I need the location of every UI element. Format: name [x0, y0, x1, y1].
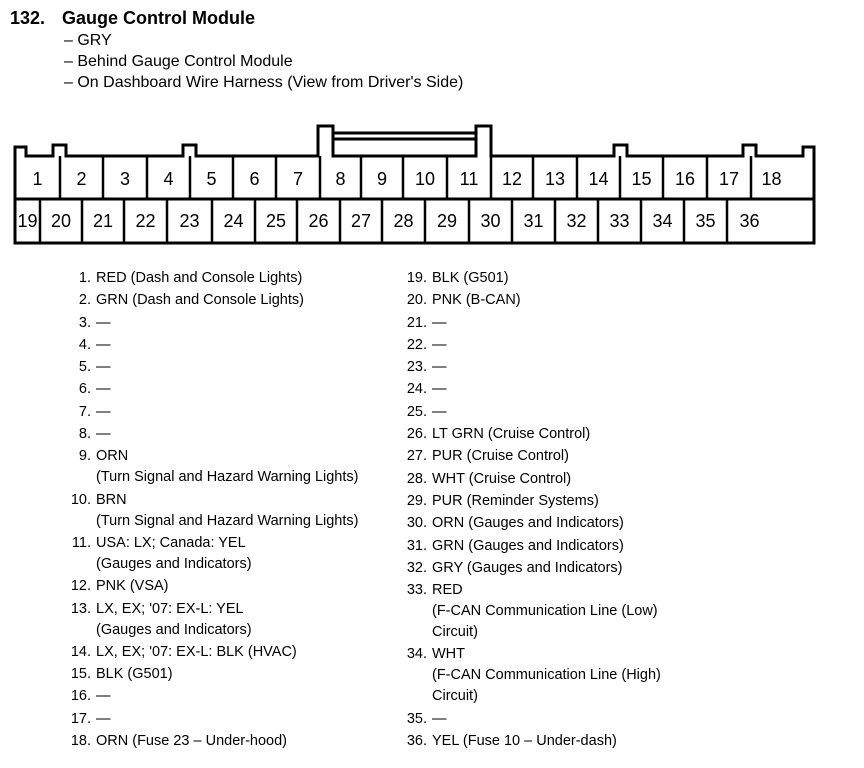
list-item [56, 446, 396, 488]
pin-number: 9. [78, 448, 91, 465]
pin-description [96, 424, 396, 445]
pin-description [432, 357, 852, 378]
pin-description-line: — [96, 359, 111, 376]
pin-number: 10. [70, 491, 91, 508]
list-item [392, 469, 852, 490]
pin-number: 14. [70, 643, 91, 660]
pin-label-26: 26 [308, 211, 329, 231]
list-item [392, 580, 852, 643]
pin-description [432, 290, 852, 311]
pin-number: 13. [70, 600, 91, 617]
list-item [56, 313, 396, 334]
pin-description [432, 644, 852, 707]
pin-label-7: 7 [292, 169, 304, 189]
pin-number: 25. [406, 403, 427, 420]
pin-description-line: — [96, 403, 111, 420]
pin-description-line: ORN [96, 448, 129, 465]
pin-label-21: 21 [92, 211, 114, 231]
pin-description-line: BLK (G501) [96, 666, 173, 683]
detail-location: – Behind Gauge Control Module [64, 53, 293, 70]
list-item [392, 446, 852, 467]
pin-number: 28. [406, 470, 427, 487]
pin-label-28: 28 [393, 211, 414, 231]
latch-bar [333, 133, 476, 139]
list-item [56, 379, 396, 400]
list-item [56, 268, 396, 289]
pin-label-20: 20 [50, 211, 72, 231]
pin-number: 26. [406, 426, 427, 443]
pin-description-line: (Turn Signal and Hazard Warning Lights) [96, 469, 359, 486]
pin-description-line: — [432, 403, 447, 420]
pin-number: 31. [406, 537, 427, 554]
pin-description-line: GRN (Dash and Console Lights) [96, 292, 304, 309]
pin-number: 33. [406, 582, 427, 599]
pin-description [96, 290, 396, 311]
list-item [392, 513, 852, 534]
list-item [392, 335, 852, 356]
pin-number: 35. [406, 710, 427, 727]
pin-label-30: 30 [480, 211, 501, 231]
pin-description-line: USA: LX; Canada: YEL [96, 534, 246, 551]
list-item [56, 357, 396, 378]
list-item [392, 313, 852, 334]
pin-label-14: 14 [588, 169, 609, 189]
pin-description-line: LX, EX; '07: EX-L: BLK (HVAC) [96, 643, 297, 660]
list-item [392, 491, 852, 512]
pin-description-line: — [96, 381, 111, 398]
pin-description-line: ORN (Gauges and Indicators) [432, 515, 624, 532]
pin-label-27: 27 [350, 211, 372, 231]
list-item [392, 536, 852, 557]
pin-description-line: — [432, 710, 447, 727]
pin-label-31: 31 [523, 211, 544, 231]
pin-number: 22. [406, 336, 427, 353]
pin-description-line: — [96, 710, 111, 727]
pin-label-3: 3 [119, 169, 131, 189]
pin-description-line: RED (Dash and Console Lights) [96, 270, 303, 286]
pin-description-line: PUR (Reminder Systems) [432, 492, 599, 509]
pin-description [432, 469, 852, 490]
list-item [56, 731, 396, 752]
pin-label-15: 15 [631, 169, 652, 189]
list-item [392, 402, 852, 423]
pin-description [96, 686, 396, 707]
pin-number: 2. [78, 292, 91, 309]
pin-description-line: — [96, 688, 111, 705]
pin-description [432, 313, 852, 334]
pin-number: 11. [71, 534, 91, 551]
pin-description-line: RED [432, 582, 463, 599]
pin-description-line: — [432, 336, 447, 353]
pin-label-18: 18 [761, 169, 782, 189]
pin-description-line: PUR (Cruise Control) [432, 448, 569, 465]
list-item [56, 709, 396, 730]
pin-description [432, 424, 852, 445]
list-item [56, 424, 396, 445]
pin-description [96, 642, 396, 663]
pin-number: 4. [78, 336, 91, 353]
pin-number: 24. [406, 381, 427, 398]
pinout-list-left [56, 268, 396, 753]
list-item [392, 424, 852, 445]
pin-description [96, 599, 396, 641]
pin-description-line: (Gauges and Indicators) [96, 621, 252, 638]
list-item [56, 490, 396, 532]
pin-label-9: 9 [376, 169, 388, 189]
pin-description-line: (Gauges and Indicators) [96, 555, 252, 572]
pin-description-line: — [432, 359, 447, 376]
list-item [392, 268, 852, 289]
pin-description-line: Circuit) [432, 624, 478, 641]
pin-label-16: 16 [674, 169, 696, 189]
pin-description-line: GRN (Gauges and Indicators) [432, 537, 624, 554]
pin-number: 29. [406, 492, 427, 509]
pin-label-6: 6 [249, 169, 260, 189]
pin-description-line: LT GRN (Cruise Control) [432, 426, 591, 443]
pin-description [432, 402, 852, 423]
pin-description-line: BLK (G501) [432, 270, 509, 286]
pin-description-line: — [96, 314, 111, 331]
pin-label-8: 8 [335, 169, 346, 189]
pin-description [96, 379, 396, 400]
list-item [56, 664, 396, 685]
pin-description-line: GRY (Gauges and Indicators) [432, 559, 623, 576]
pin-number: 34. [406, 646, 427, 663]
pin-description [96, 446, 396, 488]
pin-label-2: 2 [76, 169, 87, 189]
pin-description-line: BRN [96, 491, 127, 508]
pin-number: 21. [406, 314, 427, 331]
pin-label-10: 10 [414, 169, 436, 189]
pin-description-line: — [432, 314, 447, 331]
pin-label-22: 22 [135, 211, 156, 231]
pin-number: 36. [406, 733, 427, 750]
list-item [56, 335, 396, 356]
detail-color: – GRY [64, 32, 112, 49]
pin-description [432, 558, 852, 579]
pin-description [96, 357, 396, 378]
pin-label-25: 25 [265, 211, 287, 231]
pin-description-line: Circuit) [432, 688, 478, 705]
pin-label-23: 23 [179, 211, 200, 231]
list-item [392, 290, 852, 311]
list-item [56, 576, 396, 597]
pin-number: 3. [78, 314, 91, 331]
pin-description [96, 313, 396, 334]
pin-description-line: WHT (Cruise Control) [432, 470, 572, 487]
pin-description-line: — [96, 336, 111, 353]
list-item [392, 709, 852, 730]
pin-description-line: — [432, 381, 447, 398]
pin-number: 16. [70, 688, 91, 705]
pin-label-1: 1 [32, 169, 43, 189]
pin-label-12: 12 [501, 169, 523, 189]
pin-description-line: — [96, 426, 111, 443]
pin-description [432, 731, 852, 752]
pin-description [96, 335, 396, 356]
connector-diagram [0, 0, 864, 260]
pin-label-4: 4 [163, 169, 174, 189]
pin-description-line: PNK (VSA) [96, 578, 169, 595]
pin-label-11: 11 [459, 169, 479, 189]
pin-number: 27. [406, 448, 427, 465]
pin-description [432, 335, 852, 356]
pin-number: 18. [70, 733, 91, 750]
pinout-list-right [392, 268, 852, 753]
pin-number: 8. [78, 426, 91, 443]
pin-description [432, 513, 852, 534]
pin-description-line: (F-CAN Communication Line (High) [432, 667, 661, 684]
pin-description [96, 709, 396, 730]
pin-number: 1. [78, 270, 91, 286]
pin-number: 20. [406, 292, 427, 309]
pin-description [432, 536, 852, 557]
pin-label-29: 29 [436, 211, 458, 231]
detail-harness: – On Dashboard Wire Harness (View from Driver's Side) [64, 74, 464, 91]
pin-description-line: PNK (B-CAN) [432, 292, 521, 309]
list-item [392, 379, 852, 400]
pin-description [96, 664, 396, 685]
pin-label-13: 13 [544, 169, 566, 189]
pin-description [432, 709, 852, 730]
pin-label-36: 36 [739, 211, 760, 231]
pin-number: 23. [406, 359, 427, 376]
pin-number: 7. [78, 403, 91, 420]
list-item [392, 357, 852, 378]
list-item [56, 402, 396, 423]
list-item [56, 686, 396, 707]
pin-description-line: LX, EX; '07: EX-L: YEL [96, 600, 244, 617]
pin-number: 17. [70, 710, 91, 727]
pin-number: 6. [78, 381, 91, 398]
pin-number: 32. [406, 559, 427, 576]
pin-label-5: 5 [206, 169, 217, 189]
pin-number: 19. [406, 270, 427, 286]
pin-number: 12. [70, 578, 91, 595]
pin-description-line: WHT [432, 646, 466, 663]
pin-number: 5. [78, 359, 91, 376]
title-text: Gauge Control Module [62, 8, 255, 28]
pin-label-24: 24 [223, 211, 244, 231]
pin-description [96, 490, 396, 532]
pin-description-line: (F-CAN Communication Line (Low) [432, 603, 658, 620]
pin-description [432, 446, 852, 467]
pin-label-19: 19 [17, 211, 38, 231]
pin-description [96, 533, 396, 575]
pin-label-33: 33 [609, 211, 630, 231]
list-item [56, 599, 396, 641]
pin-description [96, 731, 396, 752]
pin-label-34: 34 [652, 211, 673, 231]
pin-description [432, 491, 852, 512]
pin-description [432, 379, 852, 400]
pin-description-line: (Turn Signal and Hazard Warning Lights) [96, 512, 359, 529]
pin-label-35: 35 [695, 211, 716, 231]
list-item [392, 558, 852, 579]
pin-label-32: 32 [566, 211, 587, 231]
list-item [392, 731, 852, 752]
list-item [56, 533, 396, 575]
pin-label-17: 17 [718, 169, 740, 189]
pin-description [96, 576, 396, 597]
pin-description [96, 268, 396, 289]
pin-description [432, 268, 852, 289]
section-number: 132. [10, 8, 46, 28]
pin-description-line: YEL (Fuse 10 – Under-dash) [432, 733, 617, 750]
list-item [56, 642, 396, 663]
pin-description-line: ORN (Fuse 23 – Under-hood) [96, 733, 287, 750]
pin-description [96, 402, 396, 423]
list-item [392, 644, 852, 707]
pin-number: 30. [406, 515, 427, 532]
list-item [56, 290, 396, 311]
pin-description [432, 580, 852, 643]
pin-number: 15. [70, 666, 91, 683]
